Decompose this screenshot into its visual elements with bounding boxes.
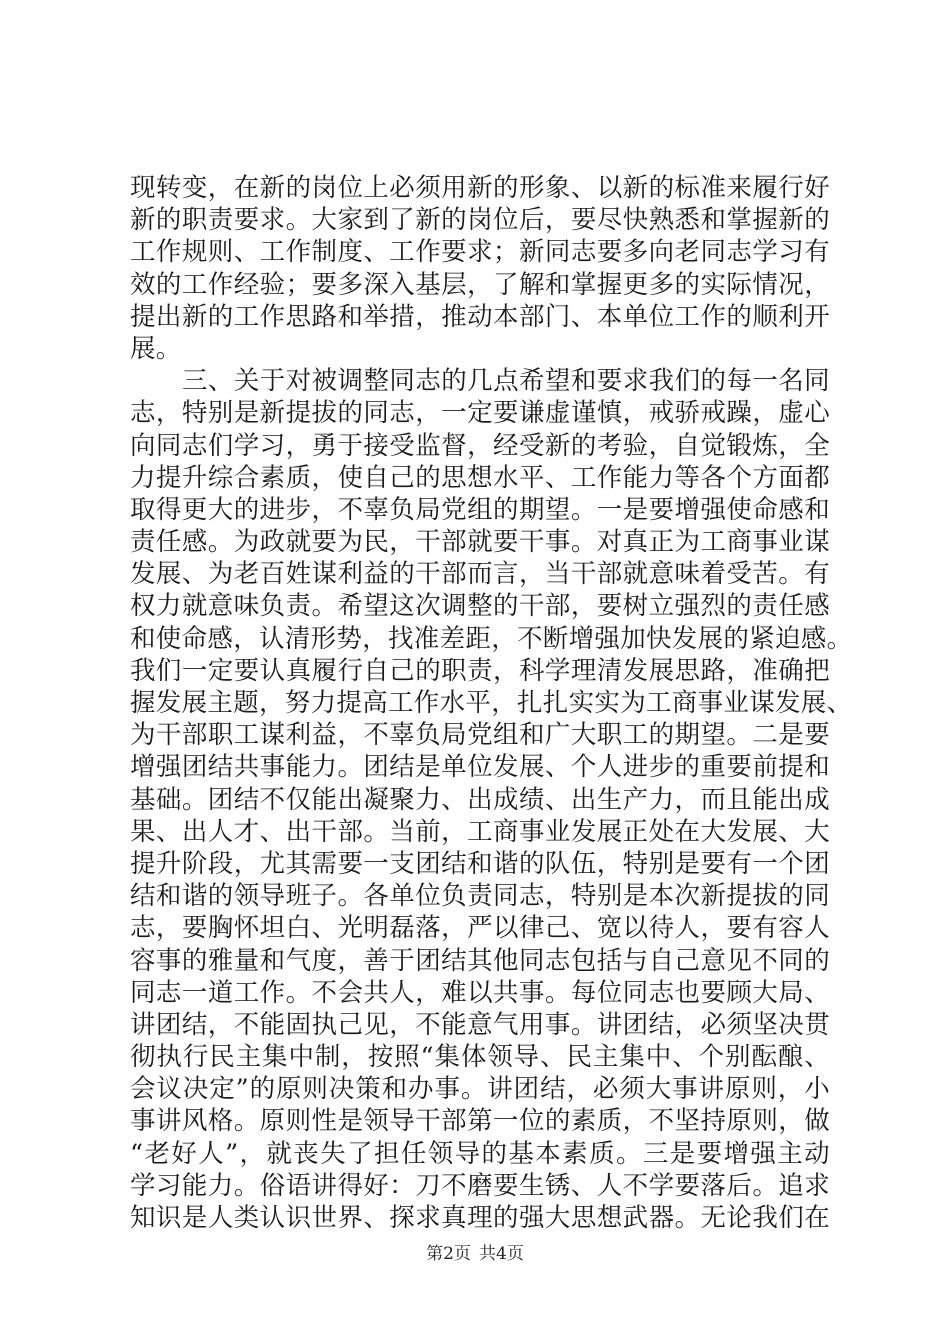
text-line: 工作规则、工作制度、工作要求；新同志要多向老同志学习有 bbox=[130, 237, 830, 268]
text-line: 增强团结共事能力。团结是单位发展、个人进步的重要前提和 bbox=[130, 752, 830, 783]
page-footer bbox=[0, 1243, 950, 1265]
section-heading-line: 三、关于对被调整同志的几点希望和要求我们的每一名同 bbox=[182, 366, 830, 397]
text-line: 责任感。为政就要为民，干部就要干事。对真正为工商事业谋 bbox=[130, 527, 830, 558]
text-line: 为干部职工谋利益，不辜负局党组和广大职工的期望。二是要 bbox=[130, 720, 830, 751]
text-line: 事讲风格。原则性是领导干部第一位的素质，不坚持原则，做 bbox=[130, 1106, 830, 1137]
text-line: 展。 bbox=[130, 333, 182, 364]
text-line: 我们一定要认真履行自己的职责，科学理清发展思路，准确把 bbox=[130, 655, 830, 686]
text-line: 新的职责要求。大家到了新的岗位后，要尽快熟悉和掌握新的 bbox=[130, 205, 830, 236]
page-total: 共4页 bbox=[479, 1244, 524, 1264]
text-line: 基础。团结不仅能出凝聚力、出成绩、出生产力，而且能出成 bbox=[130, 784, 830, 815]
text-line: 握发展主题，努力提高工作水平，扎扎实实为工商事业谋发展、 bbox=[130, 688, 853, 718]
text-line: 志，特别是新提拔的同志，一定要谦虚谨慎，戒骄戒躁，虚心 bbox=[130, 398, 830, 429]
text-line: 学习能力。俗语讲得好：刀不磨要生锈、人不学要落后。追求 bbox=[130, 1170, 830, 1201]
text-line: 权力就意味负责。希望这次调整的干部，要树立强烈的责任感 bbox=[130, 591, 830, 622]
text-line: 和使命感，认清形势，找准差距，不断增强加快发展的紧迫感。 bbox=[130, 623, 853, 654]
text-line: 会议决定”的原则决策和办事。讲团结，必须大事讲原则，小 bbox=[130, 1074, 830, 1105]
text-line: 现转变，在新的岗位上必须用新的形象、以新的标准来履行好 bbox=[130, 173, 830, 203]
text-line: 容事的雅量和气度，善于团结其他同志包括与自己意见不同的 bbox=[130, 945, 830, 976]
text-line: 效的工作经验；要多深入基层，了解和掌握更多的实际情况， bbox=[130, 269, 830, 300]
text-line: 知识是人类认识世界、探求真理的强大思想武器。无论我们在 bbox=[130, 1203, 830, 1233]
text-line: 果、出人才、出干部。当前，工商事业发展正处在大发展、大 bbox=[130, 816, 830, 847]
text-line: “老好人”，就丧失了担任领导的基本素质。三是要增强主动 bbox=[130, 1138, 830, 1169]
text-line: 提出新的工作思路和举措，推动本部门、本单位工作的顺利开 bbox=[130, 301, 830, 332]
text-line: 同志一道工作。不会共人，难以共事。每位同志也要顾大局、 bbox=[130, 977, 830, 1008]
page-number: 第2页 bbox=[426, 1244, 471, 1264]
text-line: 彻执行民主集中制，按照“集体领导、民主集中、个别酝酿、 bbox=[130, 1042, 830, 1073]
text-line: 取得更大的进步，不辜负局党组的期望。一是要增强使命感和 bbox=[130, 494, 830, 525]
text-line: 发展、为老百姓谋利益的干部而言，当干部就意味着受苦。有 bbox=[130, 559, 830, 590]
text-line: 结和谐的领导班子。各单位负责同志，特别是本次新提拔的同 bbox=[130, 881, 830, 912]
body-text bbox=[130, 172, 853, 1234]
text-line: 提升阶段，尤其需要一支团结和谐的队伍，特别是要有一个团 bbox=[130, 848, 830, 879]
text-line: 志，要胸怀坦白、光明磊落，严以律己、宽以待人，要有容人 bbox=[130, 913, 830, 944]
text-line: 讲团结，不能固执己见，不能意气用事。讲团结，必须坚决贯 bbox=[130, 1009, 830, 1040]
text-line: 向同志们学习，勇于接受监督，经受新的考验，自觉锻炼，全 bbox=[130, 430, 830, 461]
text-line: 力提升综合素质，使自己的思想水平、工作能力等各个方面都 bbox=[130, 462, 830, 493]
